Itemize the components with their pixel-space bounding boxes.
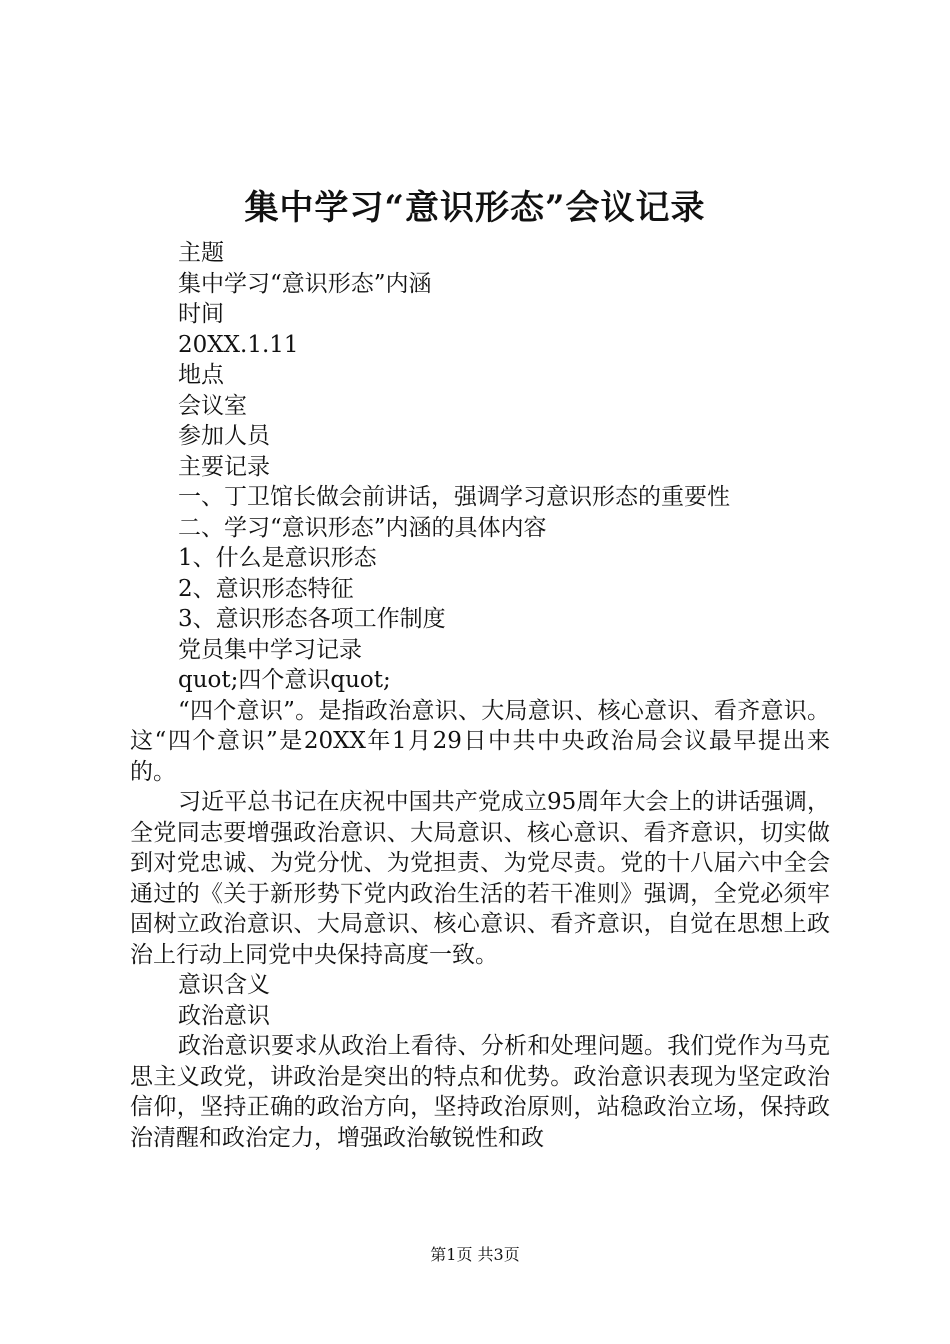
text-line: 3、意识形态各项工作制度 <box>178 606 446 632</box>
paragraph: 习近平总书记在庆祝中国共产党成立95周年大会上的讲话强调，全党同志要增强政治意识、大局意识、核心意识、看齐意识，切实做到对党忠诚、为党分忧、为党担责、为党尽责。党的十八届六中全会通过的《关于新形势下党内政治生活的若干准则》强调，全党必须牢固树立政治意识、大局意识、核心意识、看齐意识，自觉在思想上政治上行动上同党中央保持高度一致。 <box>130 789 830 968</box>
text-line: 地点 <box>178 362 224 388</box>
text-line: 20XX.1.11 <box>178 331 299 358</box>
document-body <box>130 238 830 1153</box>
text-line: 2、意识形态特征 <box>178 575 354 602</box>
text-line: 主要记录 <box>178 453 270 480</box>
text-line: quot;四个意识quot; <box>178 667 391 693</box>
text-line: 一、丁卫馆长做会前讲话，强调学习意识形态的重要性 <box>178 484 730 510</box>
paragraph: 政治意识要求从政治上看待、分析和处理问题。我们党作为马克思主义政党，讲政治是突出的特点和优势。政治意识表现为坚定政治信仰，坚持正确的政治方向，坚持政治原则，站稳政治立场，保持政治清醒和政治定力，增强政治敏锐性和政 <box>130 1033 830 1151</box>
paragraph: “四个意识”。是指政治意识、大局意识、核心意识、看齐意识。这“四个意识”是20XX年1月29日中共中央政治局会议最早提出来的。 <box>130 697 830 785</box>
text-line: 政治意识 <box>178 1002 270 1029</box>
text-line: 党员集中学习记录 <box>178 636 362 663</box>
page-footer: 第1页 共3页 <box>430 1245 520 1264</box>
text-line: 意识含义 <box>178 972 270 998</box>
text-line: 参加人员 <box>178 423 270 449</box>
text-line: 会议室 <box>178 392 247 419</box>
text-line: 时间 <box>178 301 224 327</box>
text-line: 集中学习“意识形态”内涵 <box>178 270 432 297</box>
text-line: 二、学习“意识形态”内涵的具体内容 <box>178 514 547 541</box>
document-title: 集中学习“意识形态”会议记录 <box>244 188 706 228</box>
text-line: 主题 <box>178 240 224 266</box>
text-line: 1、什么是意识形态 <box>178 545 377 571</box>
